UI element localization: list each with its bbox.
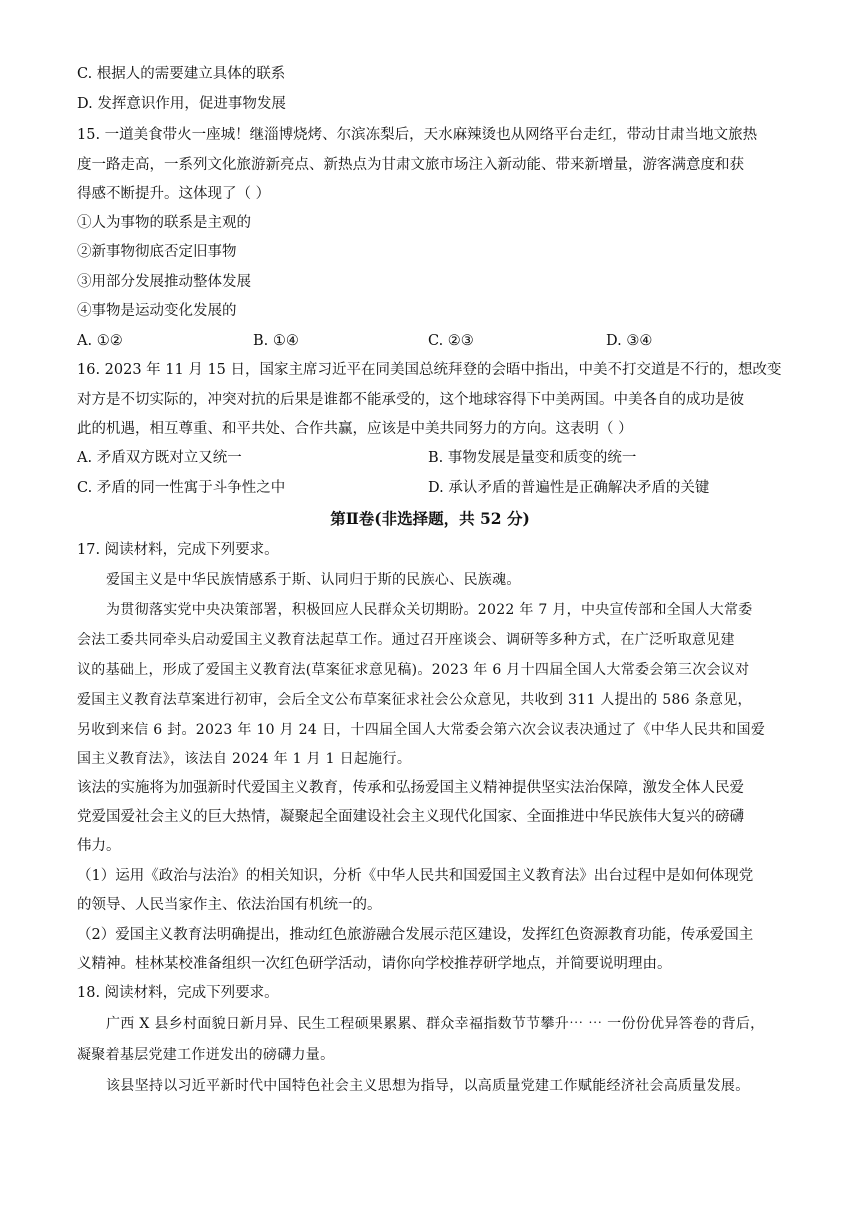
q18-intro: 18. 阅读材料，完成下列要求。 [77, 985, 279, 1001]
q16-option-a: A. 矛盾双方既对立又统一 [77, 450, 242, 466]
q16-stem-line: 此的机遇，相互尊重、和平共处、合作共赢，应该是中美共同努力的方向。这表明（ ） [77, 421, 633, 437]
q15-statement-4: ④事物是运动变化发展的 [77, 303, 237, 319]
q17-material-paragraph: 爱国主义是中华民族情感系于斯、认同归于斯的民族心、民族魂。 [106, 572, 521, 588]
q15-statement-1: ①人为事物的联系是主观的 [77, 215, 251, 231]
q17-material-line: 爱国主义教育法草案进行初审，会后全文公布草案征求社会公众意见，共收到 311 人提出的 586 条意见， [77, 692, 752, 708]
q15-option-d: D. ③④ [606, 333, 653, 349]
q17-paragraph-line: 党爱国爱社会主义的巨大热情，凝聚起全面建设社会主义现代化国家、全面推进中华民族伟大复兴的磅礴 [77, 809, 744, 825]
q15-statement-3: ③用部分发展推动整体发展 [77, 274, 251, 290]
q18-material-line: 凝聚着基层党建工作迸发出的磅礴力量。 [77, 1047, 335, 1063]
q15-stem-line: 度一路走高，一系列文化旅游新亮点、新热点为甘肃文旅市场注入新动能、带来新增量，游客满意度和获 [77, 157, 744, 173]
q16-option-b: B. 事物发展是量变和质变的统一 [428, 450, 637, 466]
q15-option-b: B. ①④ [253, 333, 299, 349]
q16-stem-line: 16. 2023 年 11 月 15 日，国家主席习近平在同美国总统拜登的会晤中指出，中美不打交道是不行的，想改变 [77, 362, 782, 378]
q14-option-c: C. 根据人的需要建立具体的联系 [77, 66, 286, 82]
q17-sub-question-2: （2）爱国主义教育法明确提出，推动红色旅游融合发展示范区建设，发挥红色资源教育功能，传承爱国主 [77, 927, 754, 943]
section-title: 第Ⅱ卷(非选择题，共 52 分) [330, 509, 530, 528]
q14-option-d: D. 发挥意识作用，促进事物发展 [77, 96, 286, 112]
q15-statement-2: ②新事物彻底否定旧事物 [77, 244, 237, 260]
q15-stem-line: 得感不断提升。这体现了（ ） [77, 186, 271, 202]
q18-material-paragraph: 该县坚持以习近平新时代中国特色社会主义思想为指导，以高质量党建工作赋能经济社会高质量发展。 [106, 1078, 750, 1094]
q15-option-a: A. ①② [77, 333, 123, 349]
q17-material-line: 会法工委共同牵头启动爱国主义教育法起草工作。通过召开座谈会、调研等多种方式，在广泛听取意见建 [77, 632, 735, 648]
q17-material-line: 另收到来信 6 封。2023 年 10 月 24 日，十四届全国人大常委会第六次会议表决通过了《中华人民共和国爱 [77, 722, 766, 738]
q17-intro: 17. 阅读材料，完成下列要求。 [77, 542, 279, 558]
q15-stem-line: 15. 一道美食带火一座城！继淄博烧烤、尔滨冻梨后，天水麻辣烫也从网络平台走红，带动甘肃当地文旅热 [77, 127, 758, 143]
q17-paragraph-line: 伟力。 [77, 838, 121, 854]
q17-material-line: 议的基础上，形成了爱国主义教育法(草案征求意见稿)。2023 年 6 月十四届全国人大常委会第三次会议对 [77, 662, 750, 678]
q17-material-line: 国主义教育法》，该法自 2024 年 1 月 1 日起施行。 [77, 751, 412, 767]
q17-paragraph-line: 该法的实施将为加强新时代爱国主义教育，传承和弘扬爱国主义精神提供坚实法治保障，激发全体人民爱 [77, 780, 744, 796]
q16-stem-line: 对方是不切实际的，冲突对抗的后果是谁都不能承受的，这个地球容得下中美两国。中美各自的成功是彼 [77, 392, 744, 408]
q16-option-c: C. 矛盾的同一性寓于斗争性之中 [77, 480, 286, 496]
q15-option-c: C. ②③ [428, 333, 474, 349]
q17-sub-question-1: （1）运用《政治与法治》的相关知识，分析《中华人民共和国爱国主义教育法》出台过程中是如何体现党 [77, 868, 754, 884]
q18-material-line: 广西 X 县乡村面貌日新月异、民生工程硕果累累、群众幸福指数节节攀升⋯ ⋯ 一份份优异答卷的背后， [106, 1016, 765, 1032]
q17-sub-question-2: 义精神。桂林某校准备组织一次红色研学活动，请你向学校推荐研学地点，并简要说明理由。 [77, 956, 672, 972]
q16-option-d: D. 承认矛盾的普遍性是正确解决矛盾的关键 [428, 480, 710, 496]
q17-material-line: 为贯彻落实党中央决策部署，积极回应人民群众关切期盼。2022 年 7 月，中央宣传部和全国人大常委 [106, 602, 753, 618]
q17-sub-question-1: 的领导、人民当家作主、依法治国有机统一的。 [77, 897, 382, 913]
